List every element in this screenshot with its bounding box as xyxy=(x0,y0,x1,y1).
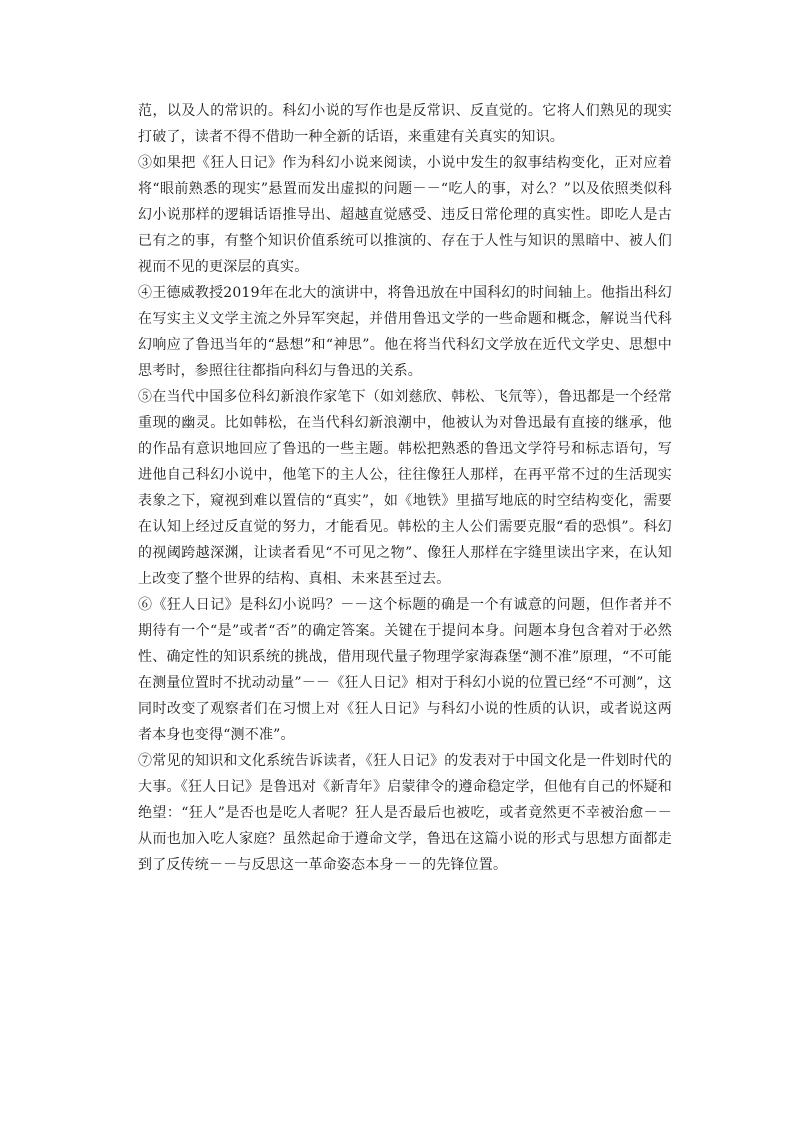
document-page xyxy=(138,98,672,878)
paragraph-3: ③如果把《狂人日记》作为科幻小说来阅读，小说中发生的叙事结构变化，正对应着将“眼前熟悉的现实”悬置而发出虚拟的问题－－“吃人的事，对么？”以及依照类似科幻小说那样的逻辑话语推导出、超越直觉感受、违反日常伦理的真实性。即吃人是古已有之的事，有整个知识价值系统可以推演的、存在于人性与知识的黑暗中、被人们视而不见的更深层的真实。 xyxy=(138,155,672,275)
paragraph-7: ⑦常见的知识和文化系统告诉读者，《狂人日记》的发表对于中国文化是一件划时代的大事。《狂人日记》是鲁迅对《新青年》启蒙律令的遵命稳定学，但他有自己的怀疑和绝望：“狂人”是否也是吃人者呢？狂人是否最后也被吃，或者竟然更不幸被治愈－－从而也加入吃人家庭？虽然起命于遵命文学，鲁迅在这篇小说的形式与思想方面都走到了反传统－－与反思这一革命姿态本身－－的先锋位置。 xyxy=(138,753,672,873)
paragraph-6: ⑥《狂人日记》是科幻小说吗？－－这个标题的确是一个有诚意的问题，但作者并不期待有一个“是”或者“否”的确定答案。关键在于提问本身。问题本身包含着对于必然性、确定性的知识系统的挑战，借用现代量子物理学家海森堡“测不准”原理，“不可能在测量位置时不扰动动量”－－《狂人日记》相对于科幻小说的位置已经“不可测”，这同时改变了观察者们在习惯上对《狂人日记》与科幻小说的性质的认识，或者说这两者本身也变得“测不准”。 xyxy=(138,597,672,743)
paragraph-continuation: 范，以及人的常识的。科幻小说的写作也是反常识、反直觉的。它将人们熟见的现实打破了，读者不得不借助一种全新的话语，来重建有关真实的知识。 xyxy=(138,103,672,145)
paragraph-4: ④王德威教授2019年在北大的演讲中，将鲁迅放在中国科幻的时间轴上。他指出科幻在写实主义文学主流之外异军突起，并借用鲁迅文学的一些命题和概念，解说当代科幻响应了鲁迅当年的“悬想”和“神思”。他在将当代科幻文学放在近代文学史、思想中思考时，参照往往都指向科幻与鲁迅的关系。 xyxy=(138,285,672,379)
paragraph-5: ⑤在当代中国多位科幻新浪作家笔下（如刘慈欣、韩松、飞氘等），鲁迅都是一个经常重现的幽灵。比如韩松，在当代科幻新浪潮中，他被认为对鲁迅最有直接的继承，他的作品有意识地回应了鲁迅的一些主题。韩松把熟悉的鲁迅文学符号和标志语句，写进他自己科幻小说中，他笔下的主人公，往往像狂人那样，在再平常不过的生活现实表象之下，窥视到难以置信的“真实”，如《地铁》里描写地底的时空结构变化，需要在认知上经过反直觉的努力，才能看见。韩松的主人公们需要克服“看的恐惧”。科幻的视阈跨越深渊，让读者看见“不可见之物”、像狂人那样在字缝里读出字来，在认知上改变了整个世界的结构、真相、未来甚至过去。 xyxy=(138,389,672,587)
